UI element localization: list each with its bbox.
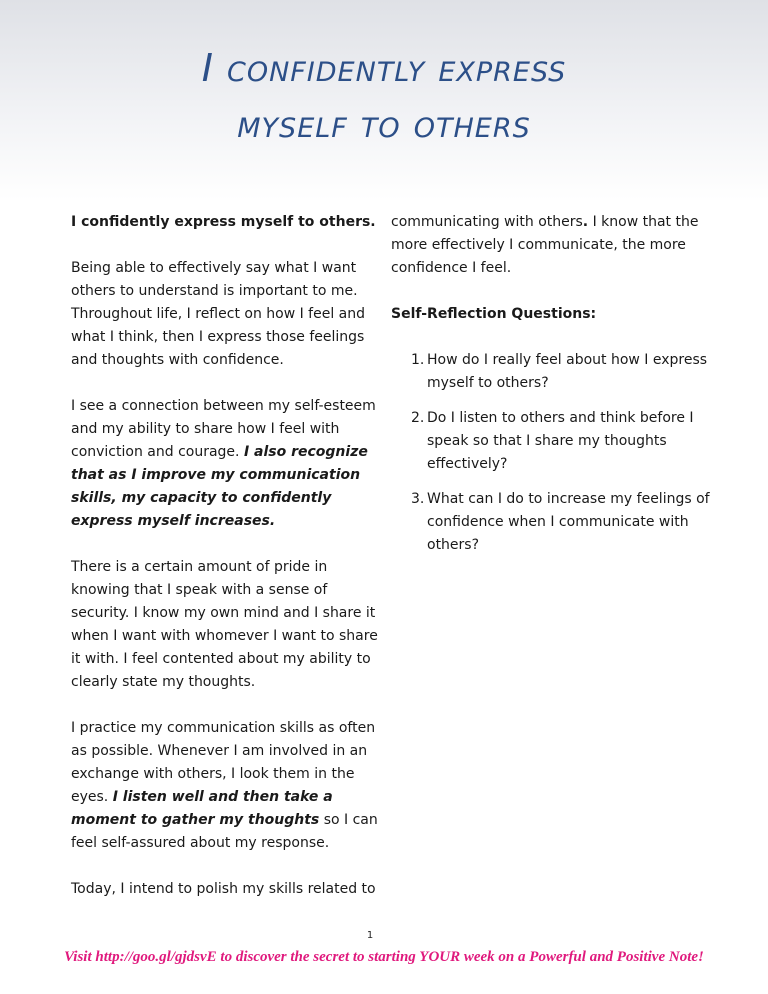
list-item (391, 349, 711, 395)
paragraph-5: Today, I intend to polish my skills related to (71, 881, 376, 897)
paragraph-1: Being able to effectively say what I want others to understand is important to me. Throughout life, I reflect on how I feel and what I think, then I express those feelings and thoughts with confidence. (71, 260, 366, 368)
paragraph-2-emphasis: I also recognize that as I improve my communication skills, my capacity to confidently express myself increases. (71, 444, 368, 529)
continuation-paragraph (391, 211, 711, 280)
paragraph-4-text: I practice my communication skills as often as possible. Whenever I am involved in an exchange with others, I look them in the eyes. (71, 720, 376, 805)
paragraph-4-tail: so I can feel self-assured about my response. (71, 812, 378, 851)
page-title (0, 40, 768, 152)
question-number: 2. (411, 410, 425, 426)
title-line-1: I confidently express (201, 46, 567, 90)
continuation-dot: . (582, 214, 589, 230)
paragraph-3: There is a certain amount of pride in knowing that I speak with a sense of security. I know my own mind and I share it when I want with whomever I want to share it with. I feel contented about my ability to clearly state my thoughts. (71, 559, 378, 690)
paragraph-2-text: I see a connection between my self-esteem and my ability to share how I feel with conviction and courage. (71, 398, 376, 460)
paragraph-4-emphasis: I listen well and then take a moment to gather my thoughts (71, 789, 333, 828)
right-column (391, 211, 711, 569)
question-text: What can I do to increase my feelings of confidence when I communicate with others? (427, 491, 710, 553)
paragraph-2 (71, 395, 383, 533)
paragraph-4 (71, 717, 383, 855)
footer-promo-link[interactable]: Visit http://goo.gl/gjdsvE to discover the secret to starting YOUR week on a Powerful and Positive Note! (64, 949, 704, 965)
page-number: 1 (366, 930, 374, 941)
left-column (71, 211, 383, 924)
question-number: 3. (411, 491, 425, 507)
continuation-b: I know that the more effectively I communicate, the more confidence I feel. (391, 214, 699, 276)
continuation-a: communicating with others (391, 214, 583, 230)
list-item (391, 488, 711, 557)
question-number: 1. (411, 352, 425, 368)
questions-list (391, 349, 711, 557)
question-text: Do I listen to others and think before I speak so that I share my thoughts effectively? (427, 410, 694, 472)
questions-heading: Self-Reflection Questions: (391, 306, 597, 322)
title-line-2: myself to others (237, 102, 531, 146)
question-text: How do I really feel about how I express myself to others? (427, 352, 708, 391)
list-item (391, 407, 711, 476)
section-heading: I confidently express myself to others. (71, 214, 376, 230)
